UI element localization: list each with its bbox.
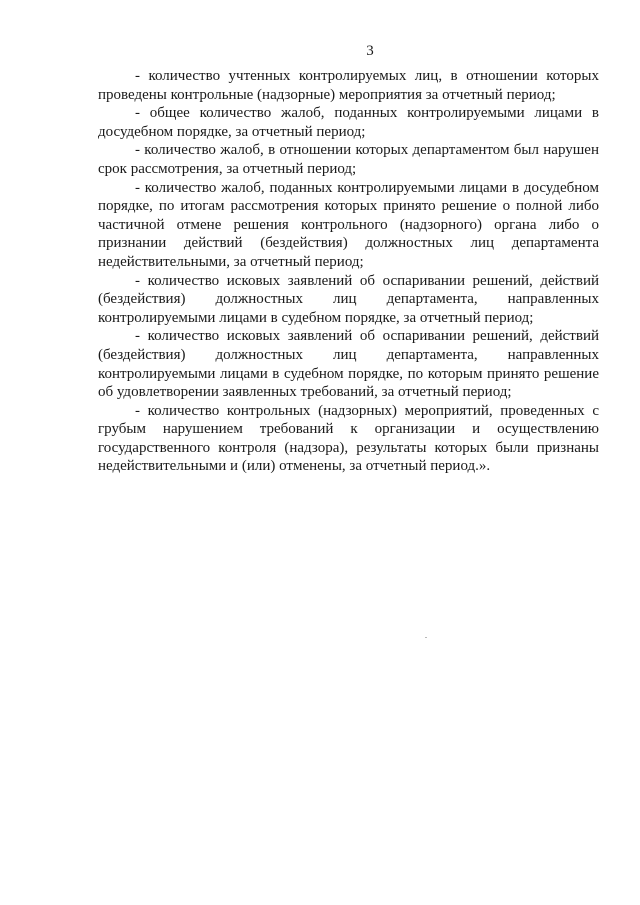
list-item: - количество исковых заявлений об оспаривании решений, действий (бездействия) должностных лиц департамента, направленных контролируемыми лицами в судебном порядке, за отчетный период; [98,272,599,326]
scan-speck [425,637,427,638]
list-item: - количество исковых заявлений об оспаривании решений, действий (бездействия) должностных лиц департамента, направленных контролируемыми лицами в судебном порядке, по которым принято решение об удовлетворении заявленных требований, за отчетный период; [98,328,599,401]
list-item: - общее количество жалоб, поданных контролируемыми лицами в досудебном порядке, за отчетный период; [98,105,599,140]
list-item: - количество жалоб, поданных контролируемыми лицами в досудебном порядке, по итогам рассмотрения которых принято решение о полной либо частичной отмене решения контрольного (надзорного) органа либо о признании действий (бездействия) должностных лиц департамента недействительными, за отчетный период; [98,179,599,270]
list-item: - количество контрольных (надзорных) мероприятий, проведенных с грубым нарушением требований к организации и осуществлению государственного контроля (надзора), результаты которых были признаны недействительными и (или) отменены, за отчетный период.». [98,402,599,475]
page-number: 3 [366,43,374,59]
list-item: - количество учтенных контролируемых лиц, в отношении которых проведены контрольные (надзорные) мероприятия за отчетный период; [98,68,599,103]
list-item: - количество жалоб, в отношении которых департаментом был нарушен срок рассмотрения, за отчетный период; [98,142,599,177]
document-body [98,67,599,476]
